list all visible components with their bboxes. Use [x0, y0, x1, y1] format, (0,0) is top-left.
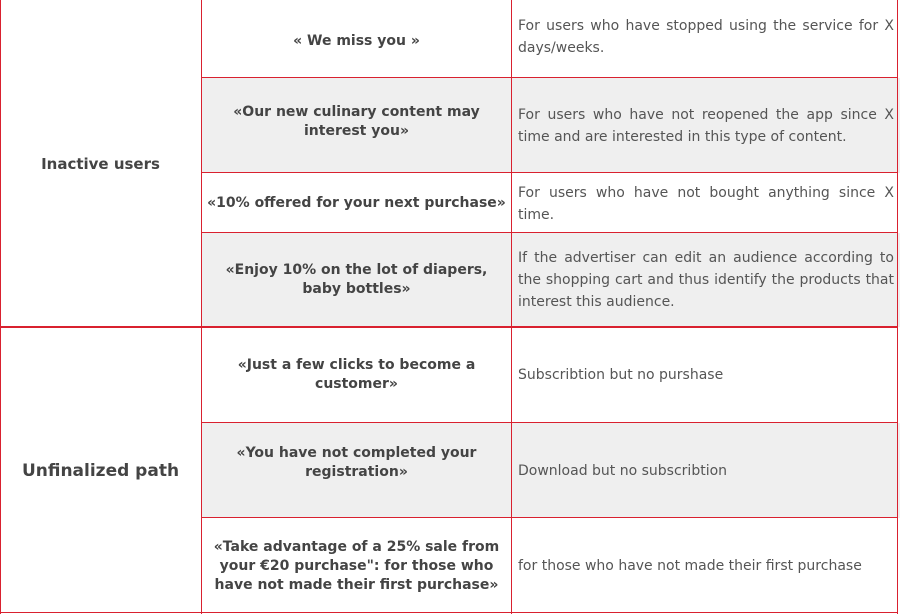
description-cell	[512, 423, 900, 518]
section-label-unfinalized-path: Unfinalized path	[21, 460, 180, 481]
row-divider	[201, 517, 898, 518]
table-row	[201, 0, 900, 78]
description-cell	[512, 518, 900, 614]
column-divider	[201, 0, 202, 614]
message-cell: «You have not completed your registration»	[201, 423, 512, 518]
table-border-bottom	[0, 612, 898, 613]
row-divider	[201, 77, 898, 78]
description-cell	[512, 327, 900, 423]
message-cell: «Take advantage of a 25% sale from your €20 purchase": for those who have not made their first purchase»	[213, 538, 500, 593]
description-text: Subscribtion but no purshase	[518, 367, 724, 383]
section-divider	[0, 326, 898, 328]
description-cell	[512, 0, 900, 78]
table-border-left	[0, 0, 1, 614]
row-divider	[201, 422, 898, 423]
table-row	[201, 233, 900, 327]
message-cell: «Just a few clicks to become a customer»	[237, 357, 476, 392]
description-text: If the advertiser can edit an audience according to the shopping cart and thus identify the products that interest this audience.	[518, 250, 894, 310]
description-text: For users who have not reopened the app since X time and are interested in this type of content.	[518, 107, 894, 145]
table-border-right	[897, 0, 898, 614]
row-divider	[201, 172, 898, 173]
message-cell: «Enjoy 10% on the lot of diapers, baby bottles»	[201, 233, 512, 327]
column-divider	[511, 0, 512, 614]
section-label-inactive-users: Inactive users	[41, 154, 160, 173]
message-cell: « We miss you »	[293, 32, 420, 49]
description-text: For users who have stopped using the service for X days/weeks.	[518, 18, 894, 56]
table-row	[201, 78, 900, 173]
table-row	[201, 173, 900, 233]
message-cell: «Our new culinary content may interest you»	[201, 78, 512, 173]
description-cell	[512, 78, 900, 173]
table-row	[201, 423, 900, 518]
table-row	[201, 327, 900, 423]
row-divider	[201, 232, 898, 233]
description-cell	[512, 233, 900, 327]
description-cell	[512, 173, 900, 233]
description-text: for those who have not made their first purchase	[518, 558, 862, 574]
table-row	[201, 518, 900, 614]
description-text: Download but no subscribtion	[518, 462, 728, 479]
description-text: For users who have not bought anything since X time.	[518, 185, 894, 223]
message-cell: «10% offered for your next purchase»	[207, 194, 506, 211]
